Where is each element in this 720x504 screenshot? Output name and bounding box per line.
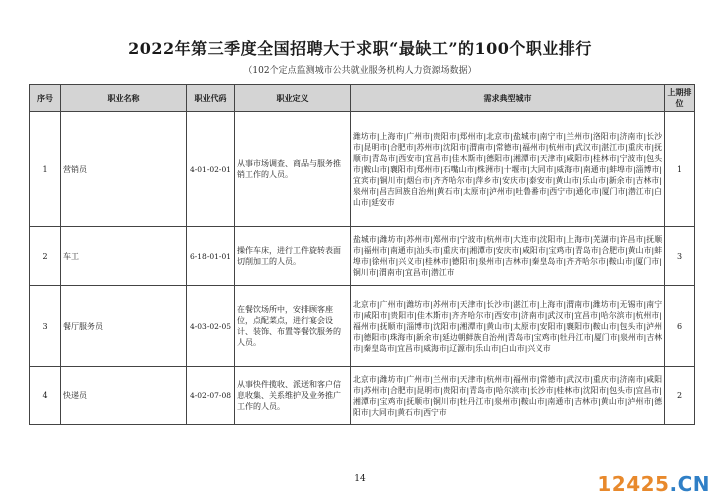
header-cities: 需求典型城市 <box>351 85 665 112</box>
row-job-code: 4-03-02-05 <box>187 286 235 367</box>
watermark-suffix: .CN <box>669 472 710 496</box>
table-header-row <box>30 85 695 112</box>
row-num: 3 <box>30 286 61 367</box>
table-row <box>30 227 695 286</box>
row-job-name: 营销员 <box>61 112 187 227</box>
row-job-definition: 从事市场调查、商品与服务推销工作的人员。 <box>235 112 351 227</box>
table-row <box>30 286 695 367</box>
site-watermark <box>597 472 710 496</box>
header-definition: 职业定义 <box>235 85 351 112</box>
row-num: 2 <box>30 227 61 286</box>
row-prev-rank: 6 <box>665 286 695 367</box>
page-number: 14 <box>354 474 366 484</box>
row-cities: 潍坊市|上海市|广州市|贵阳市|郑州市|北京市|盐城市|南宁市|兰州市|洛阳市|济南市|长沙市|昆明市|合肥市|苏州市|沈阳市|渭南市|常德市|福州市|杭州市|武汉市|湛江市|重庆市|抚顺市|青岛市|西安市|宜昌市|佳木斯市|德阳市|湘潭市|天津市|咸阳市|桂林市|宁波市|包头市|鞍山市|襄阳市|郑州市|石嘴山市|株洲市|十堰市|大同市|威海市|南通市|蚌埠市|淄博市|宜宾市|铜川市|烟台市|齐齐哈尔市|萍乡市|安庆市|泰安市|黄山市|乐山市|新余市|吉林市|泉州市|昌吉回族自治州|黄石市|太原市|泸州市|吐鲁番市|西宁市|通化市|厦门市|潜江市|白山市|延安市 <box>351 112 665 227</box>
table-row <box>30 112 695 227</box>
row-prev-rank: 1 <box>665 112 695 227</box>
header-num: 序号 <box>30 85 61 112</box>
row-prev-rank: 3 <box>665 227 695 286</box>
row-job-definition: 操作车床，进行工件旋转表面切削加工的人员。 <box>235 227 351 286</box>
row-job-name: 快递员 <box>61 367 187 425</box>
row-cities: 盐城市|潍坊市|苏州市|郑州市|宁波市|杭州市|大连市|沈阳市|上海市|芜湖市|许昌市|抚顺市|福州市|南通市|汕头市|重庆市|湘潭市|安庆市|咸阳市|宝鸡市|青岛市|合肥市|黄山市|蚌埠市|徐州市|兴义市|桂林市|德阳市|泉州市|吉林市|秦皇岛市|齐齐哈尔市|鞍山市|厦门市|铜川市|渭南市|宜昌市|潜江市 <box>351 227 665 286</box>
row-job-name: 车工 <box>61 227 187 286</box>
header-code: 职业代码 <box>187 85 235 112</box>
page-title: 2022年第三季度全国招聘大于求职“最缺工”的100个职业排行 <box>128 39 592 58</box>
row-job-definition: 在餐饮场所中，安排顾客座位，点配菜点，进行宴会设计、装饰、布置等餐饮服务的人员。 <box>235 286 351 367</box>
job-ranking-table <box>29 84 695 425</box>
row-num: 4 <box>30 367 61 425</box>
row-job-code: 4-02-07-08 <box>187 367 235 425</box>
page-subtitle: （102个定点监测城市公共就业服务机构人力资源场数据） <box>243 66 477 76</box>
header-name: 职业名称 <box>61 85 187 112</box>
row-job-code: 4-01-02-01 <box>187 112 235 227</box>
header-rank: 上期排位 <box>665 85 695 112</box>
row-job-code: 6-18-01-01 <box>187 227 235 286</box>
row-job-definition: 从事快件揽收、派送和客户信息收集、关系维护及业务推广工作的人员。 <box>235 367 351 425</box>
table-row <box>30 367 695 425</box>
row-cities: 北京市|潍坊市|广州市|兰州市|天津市|杭州市|福州市|常德市|武汉市|重庆市|济南市|咸阳市|苏州市|合肥市|昆明市|贵阳市|青岛市|哈尔滨市|长沙市|桂林市|沈阳市|包头市|宜昌市|湘潭市|宝鸡市|抚顺市|铜川市|牡丹江市|泉州市|鞍山市|南通市|吉林市|黄山市|泸州市|德阳市|大同市|黄石市|西宁市 <box>351 367 665 425</box>
row-cities: 北京市|广州市|潍坊市|苏州市|天津市|长沙市|湛江市|上海市|渭南市|潍坊市|无锡市|南宁市|咸阳市|贵阳市|佳木斯市|齐齐哈尔市|西安市|济南市|武汉市|宜昌市|哈尔滨市|杭州市|福州市|抚顺市|淄博市|沈阳市|湘潭市|黄山市|太原市|安阳市|襄阳市|鞍山市|包头市|泸州市|德阳市|珠海市|新余市|延边朝鲜族自治州|青岛市|宝鸡市|牡丹江市|厦门市|泉州市|吉林市|秦皇岛市|宜昌市|威海市|辽源市|乐山市|白山市|兴义市 <box>351 286 665 367</box>
row-num: 1 <box>30 112 61 227</box>
row-prev-rank: 2 <box>665 367 695 425</box>
row-job-name: 餐厅服务员 <box>61 286 187 367</box>
watermark-digits: 12425 <box>597 472 670 496</box>
